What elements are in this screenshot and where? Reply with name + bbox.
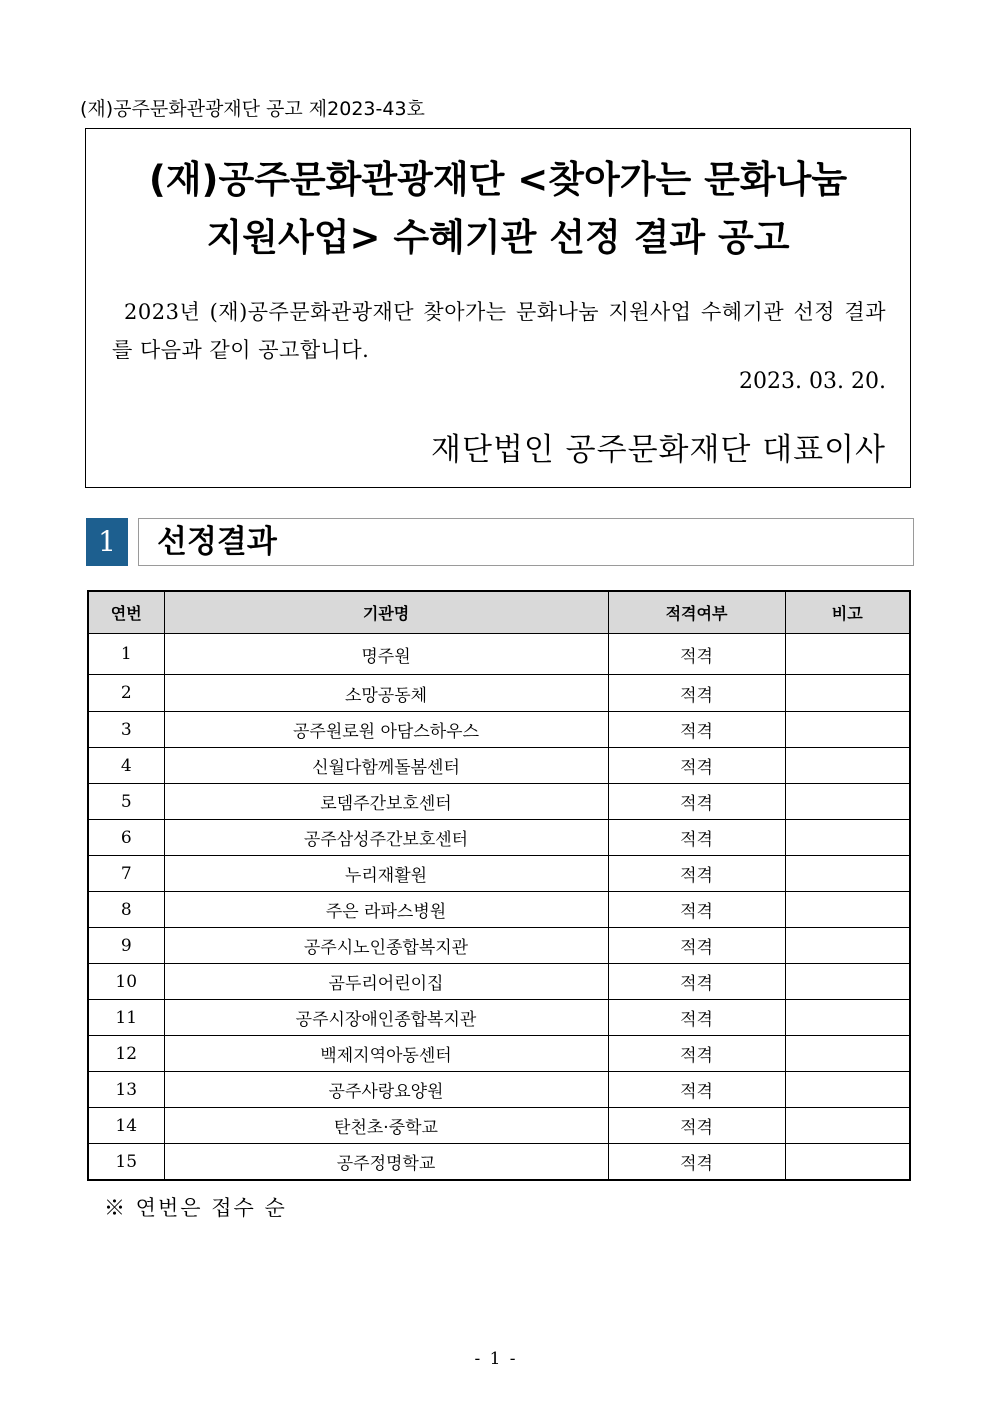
table-body <box>88 634 910 1181</box>
cell-name: 공주시장애인종합복지관 <box>164 1000 608 1036</box>
cell-name: 공주사랑요양원 <box>164 1072 608 1108</box>
table-row <box>88 1144 910 1181</box>
cell-status: 적격 <box>608 748 785 784</box>
table-row <box>88 784 910 820</box>
cell-note <box>785 928 910 964</box>
cell-status: 적격 <box>608 675 785 712</box>
cell-name: 탄천초·중학교 <box>164 1108 608 1144</box>
cell-no: 2 <box>88 675 164 712</box>
cell-no: 7 <box>88 856 164 892</box>
cell-no: 11 <box>88 1000 164 1036</box>
cell-note <box>785 964 910 1000</box>
results-table <box>87 590 911 1181</box>
cell-status: 적격 <box>608 634 785 675</box>
header-name: 기관명 <box>164 591 608 634</box>
cell-no: 6 <box>88 820 164 856</box>
cell-name: 곰두리어린이집 <box>164 964 608 1000</box>
cell-name: 공주삼성주간보호센터 <box>164 820 608 856</box>
cell-note <box>785 1000 910 1036</box>
cell-note <box>785 634 910 675</box>
cell-name: 명주원 <box>164 634 608 675</box>
title-line-1: (재)공주문화관광재단 <찾아가는 문화나눔 <box>148 158 848 201</box>
table-row <box>88 675 910 712</box>
header-status: 적격여부 <box>608 591 785 634</box>
announcement-box <box>85 128 911 488</box>
header-no: 연번 <box>88 591 164 634</box>
cell-no: 10 <box>88 964 164 1000</box>
cell-name: 누리재활원 <box>164 856 608 892</box>
cell-no: 14 <box>88 1108 164 1144</box>
header-note: 비고 <box>785 591 910 634</box>
cell-note <box>785 856 910 892</box>
section-title: 선정결과 <box>157 524 277 560</box>
cell-status: 적격 <box>608 892 785 928</box>
table-row <box>88 748 910 784</box>
cell-name: 백제지역아동센터 <box>164 1036 608 1072</box>
cell-note <box>785 892 910 928</box>
cell-name: 주은 라파스병원 <box>164 892 608 928</box>
table-row <box>88 712 910 748</box>
cell-note <box>785 712 910 748</box>
cell-note <box>785 1036 910 1072</box>
section-header <box>138 518 914 566</box>
cell-note <box>785 1072 910 1108</box>
cell-no: 12 <box>88 1036 164 1072</box>
table-row <box>88 1072 910 1108</box>
cell-name: 공주원로원 아담스하우스 <box>164 712 608 748</box>
cell-status: 적격 <box>608 1144 785 1181</box>
cell-status: 적격 <box>608 964 785 1000</box>
cell-status: 적격 <box>608 1108 785 1144</box>
title-line-2: 지원사업> 수혜기관 선정 결과 공고 <box>206 216 790 259</box>
cell-note <box>785 820 910 856</box>
cell-name: 공주정명학교 <box>164 1144 608 1181</box>
section-number: 1 <box>86 518 128 566</box>
cell-note <box>785 675 910 712</box>
cell-status: 적격 <box>608 820 785 856</box>
notice-number: (재)공주문화관광재단 공고 제2023-43호 <box>80 98 425 120</box>
table-row <box>88 1000 910 1036</box>
cell-status: 적격 <box>608 856 785 892</box>
cell-name: 신월다함께돌봄센터 <box>164 748 608 784</box>
table-row <box>88 820 910 856</box>
announcement-signer: 재단법인 공주문화재단 대표이사 <box>431 432 886 468</box>
cell-no: 9 <box>88 928 164 964</box>
table-header-row <box>88 591 910 634</box>
table-row <box>88 964 910 1000</box>
table-row <box>88 856 910 892</box>
cell-note <box>785 1144 910 1181</box>
cell-name: 공주시노인종합복지관 <box>164 928 608 964</box>
cell-status: 적격 <box>608 1000 785 1036</box>
cell-no: 15 <box>88 1144 164 1181</box>
cell-no: 1 <box>88 634 164 675</box>
table-row <box>88 1108 910 1144</box>
footnote: ※ 연번은 접수 순 <box>104 1196 287 1220</box>
cell-status: 적격 <box>608 1072 785 1108</box>
cell-status: 적격 <box>608 1036 785 1072</box>
cell-note <box>785 748 910 784</box>
table-row <box>88 928 910 964</box>
table-row <box>88 892 910 928</box>
cell-no: 4 <box>88 748 164 784</box>
announcement-body: 2023년 (재)공주문화관광재단 찾아가는 문화나눔 지원사업 수혜기관 선정 결과를 다음과 같이 공고합니다. <box>112 300 886 362</box>
cell-no: 5 <box>88 784 164 820</box>
table-row <box>88 1036 910 1072</box>
cell-note <box>785 1108 910 1144</box>
announcement-title <box>86 151 910 267</box>
cell-status: 적격 <box>608 928 785 964</box>
cell-no: 3 <box>88 712 164 748</box>
table-row <box>88 634 910 675</box>
cell-name: 소망공동체 <box>164 675 608 712</box>
cell-no: 8 <box>88 892 164 928</box>
cell-status: 적격 <box>608 712 785 748</box>
cell-name: 로뎀주간보호센터 <box>164 784 608 820</box>
page-number: - 1 - <box>474 1349 518 1369</box>
cell-no: 13 <box>88 1072 164 1108</box>
cell-status: 적격 <box>608 784 785 820</box>
cell-note <box>785 784 910 820</box>
announcement-date: 2023. 03. 20. <box>739 369 886 394</box>
